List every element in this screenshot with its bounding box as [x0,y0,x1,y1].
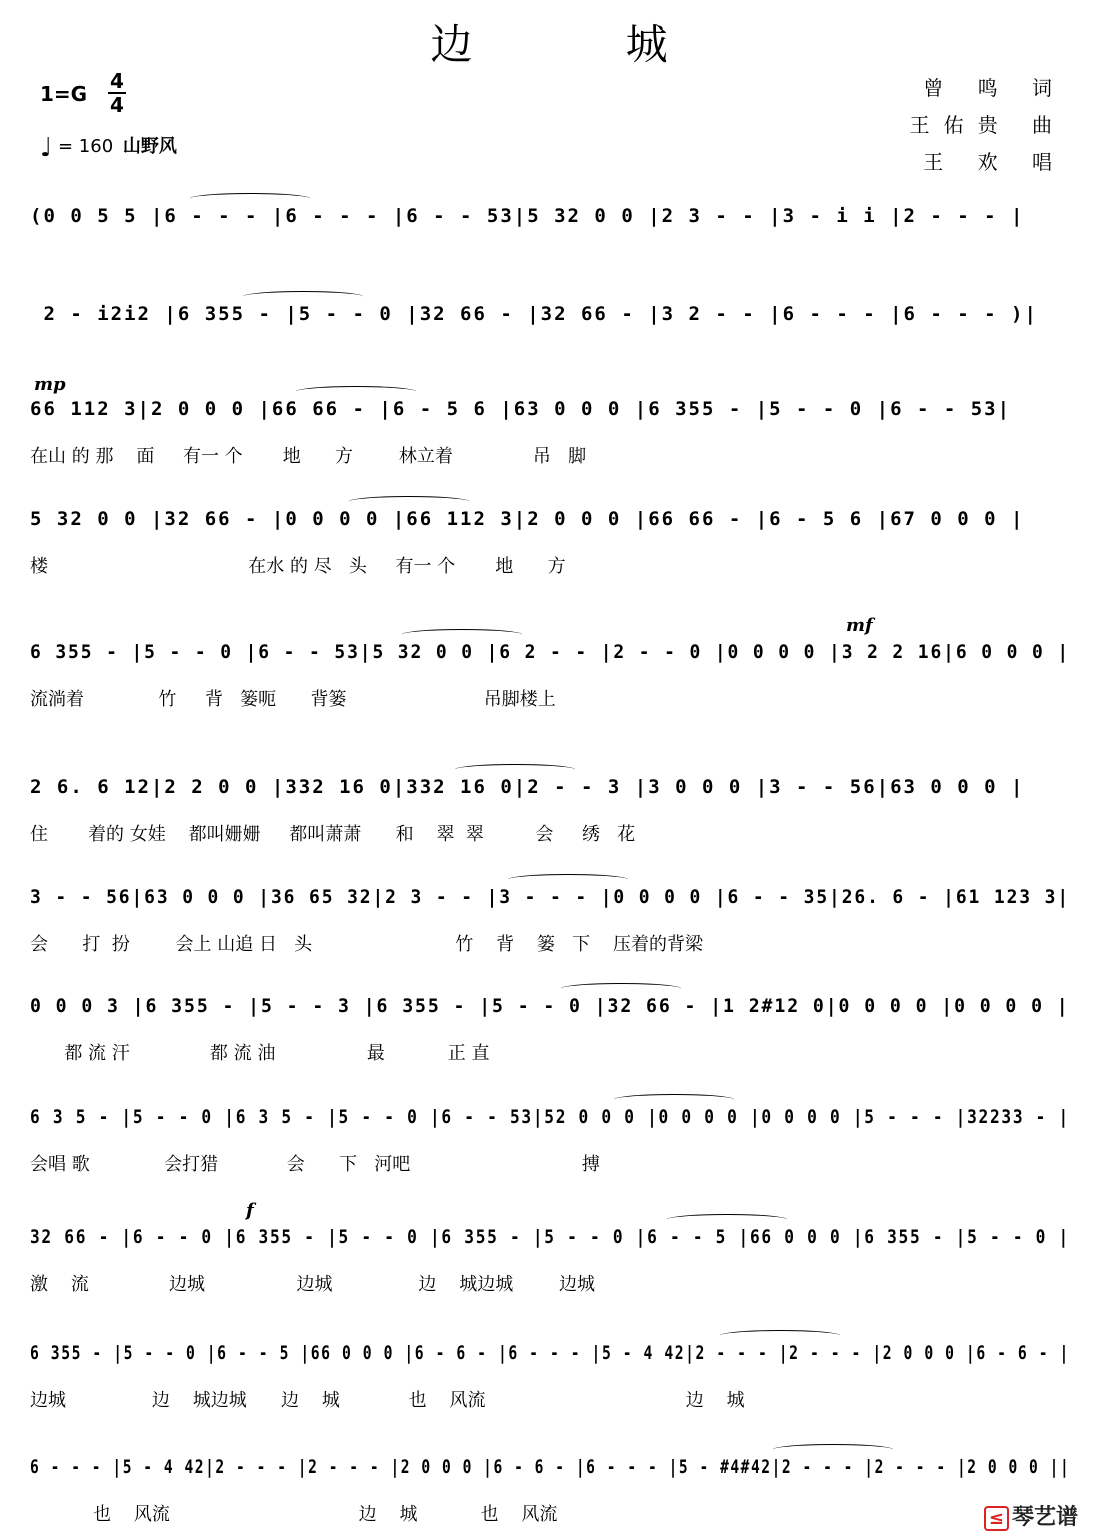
lyrics-line: 流淌着 竹 背 篓呃 背篓 吊脚楼上 [30,689,556,710]
credits [910,70,1066,181]
notation-line: (0 0 5 5 |6 - - - |6 - - - |6 - - 53|5 32 0 0 |2 3 - - |3 - i i |2 - - - | [30,205,1025,227]
score-system [30,995,1072,1065]
watermark-logo [984,1500,1078,1531]
score-system [30,615,1072,711]
tempo-value: = 160 [58,136,114,157]
quarter-note-icon: ♩ [40,133,53,163]
slur-mark [720,1330,840,1341]
notation-line: 6 355 - |5 - - 0 |6 - - 5 |66 0 0 0 |6 - 6 - |6 - - - |5 - 4 42|2 - - - |2 - - - |2 0 0 0 |6 - 6 - | [30,1342,1070,1364]
slur-mark [561,983,681,994]
logo-text: 琴艺谱 [1011,1505,1078,1530]
notation-line: 6 3 5 - |5 - - 0 |6 3 5 - |5 - - 0 |6 - - 53|52 0 0 0 |0 0 0 0 |0 0 0 0 |5 - - - |32233 - | [30,1106,1070,1128]
notation-line: 66 112 3|2 0 0 0 |66 66 - |6 - 5 6 |63 0 0 0 |6 355 - |5 - - 0 |6 - - 53| [30,398,1012,420]
score-system [30,1456,1072,1526]
slur-mark [667,1214,787,1225]
lyrics-line: 会唱 歌 会打猎 会 下 河吧 搏 [30,1154,600,1175]
notation-line: 0 0 0 3 |6 355 - |5 - - 3 |6 355 - |5 - - 0 |32 66 - |1 2#12 0|0 0 0 0 |0 0 0 0 | [30,995,1070,1017]
notation-line: 6 - - - |5 - 4 42|2 - - - |2 - - - |2 0 0 0 |6 - 6 - |6 - - - |5 - #4#42|2 - - - |2 - - - |2 0 0 0 || [30,1456,1071,1478]
lyrics-line: 楼 在水 的 尽 头 有一 个 地 方 [30,556,566,577]
lyrics-line: 住 着的 女娃 都叫姗姗 都叫萧萧 和 翠 翠 会 绣 花 [30,824,636,845]
notation-line: 3 - - 56|63 0 0 0 |36 65 32|2 3 - - |3 - - - |0 0 0 0 |6 - - 35|26. 6 - |61 123 3| [30,886,1070,908]
lyrics-line: 都 流 汗 都 流 油 最 正 直 [30,1043,490,1064]
slur-mark [402,629,522,640]
lyricist: 曾 鸣 词 [923,76,1066,100]
slur-mark [296,386,416,397]
lyrics-line: 会 打 扮 会上 山追 日 头 竹 背 篓 下 压着的背梁 [30,934,704,955]
score-system [30,303,1072,373]
notation-line: 6 355 - |5 - - 0 |6 - - 53|5 32 0 0 |6 2 - - |2 - - 0 |0 0 0 0 |3 2 2 16|6 0 0 0 | [30,641,1070,663]
notation-line: 5 32 0 0 |32 66 - |0 0 0 0 |66 112 3|2 0 0 0 |66 66 - |6 - 5 6 |67 0 0 0 | [30,508,1025,530]
notation-line: 2 - i2i2 |6 355 - |5 - - 0 |32 66 - |32 66 - |3 2 - - |6 - - - |6 - - - )| [30,303,1038,325]
score-system [30,508,1072,578]
score-system [30,1200,1072,1296]
notation-line: 2 6. 6 12|2 2 0 0 |332 16 0|332 16 0|2 - - 3 |3 0 0 0 |3 - - 56|63 0 0 0 | [30,776,1025,798]
score-system [30,776,1072,846]
song-title: 边 城 [430,20,738,69]
key-signature: 1=G [40,82,88,106]
slur-mark [773,1444,893,1455]
meter-top: 4 [110,69,124,93]
score-system [30,374,1072,468]
lyrics-line: 激 流 边城 边城 边 城边城 边城 [30,1274,596,1295]
score-system [30,1342,1072,1412]
composer: 王佑贵 曲 [909,113,1066,137]
lyrics-line: 也 风流 边 城 也 风流 [30,1504,558,1525]
score-system [30,886,1072,956]
dynamic-marking: mp [34,374,66,395]
lyrics-line: 边城 边 城边城 边 城 也 风流 边 城 [30,1390,745,1411]
slur-mark [508,874,628,885]
slur-mark [243,291,363,302]
dynamic-marking: f [246,1200,254,1221]
dynamic-marking: mf [846,615,873,636]
score-system [30,205,1072,275]
logo-icon: ≤ [984,1506,1009,1531]
slur-mark [190,193,310,204]
slur-mark [614,1094,734,1105]
tempo-style: 山野风 [122,136,177,157]
slur-mark [349,496,469,507]
tempo-marking [40,132,177,163]
slur-mark [455,764,575,775]
meter-bottom: 4 [110,93,124,117]
singer: 王 欢 唱 [923,150,1066,174]
notation-line: 32 66 - |6 - - 0 |6 355 - |5 - - 0 |6 355 - |5 - - 0 |6 - - 5 |66 0 0 0 |6 355 - |5 - - 0 | [30,1226,1070,1248]
score-system [30,1106,1072,1176]
lyrics-line: 在山 的 那 面 有一 个 地 方 林立着 吊 脚 [30,446,587,467]
time-signature [108,70,126,116]
